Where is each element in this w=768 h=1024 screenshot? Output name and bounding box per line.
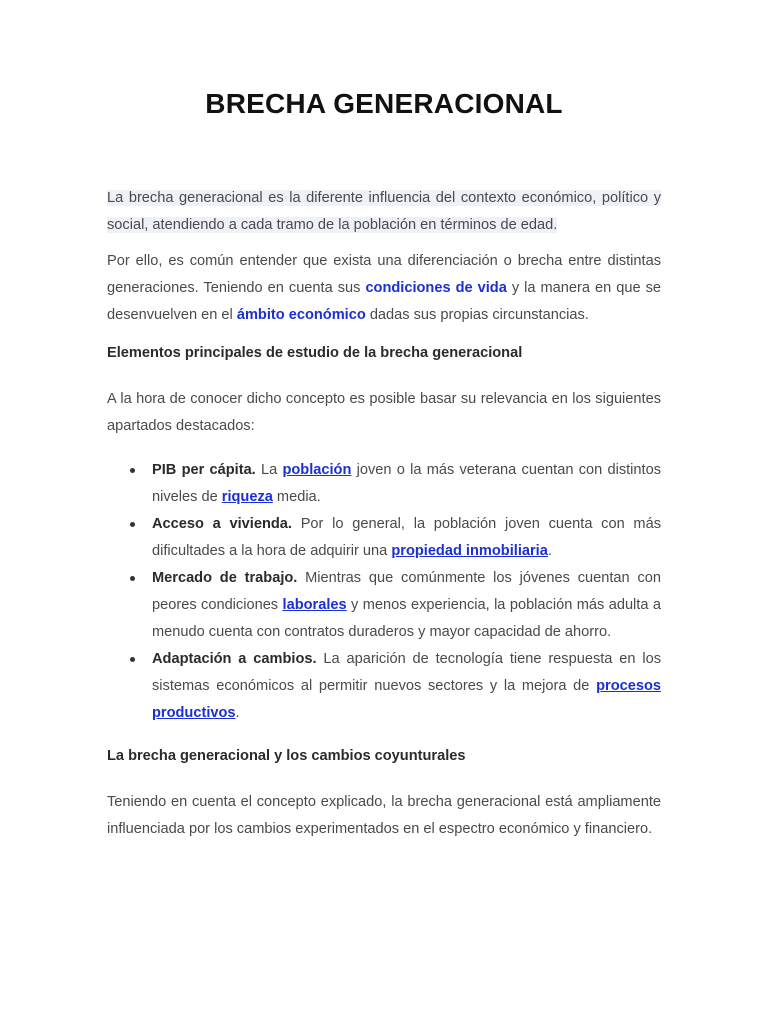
link-ambito-economico[interactable]: ámbito económico xyxy=(236,307,366,323)
link-poblacion[interactable]: población xyxy=(282,462,352,478)
list-item-label: PIB per cápita. xyxy=(152,462,256,478)
link-propiedad-inmobiliaria[interactable]: propiedad inmobiliaria xyxy=(391,543,548,559)
list-item-text: . xyxy=(547,543,552,559)
link-laborales[interactable]: laborales xyxy=(282,597,347,613)
list-item-label: Mercado de trabajo. xyxy=(152,570,298,586)
bullet-icon xyxy=(130,576,135,581)
paragraph-3-text: A la hora de conocer dicho concepto es posible basar su relevancia en los siguientes apartados destacados: xyxy=(107,391,661,434)
bullet-icon xyxy=(130,522,135,527)
paragraph-text: y la manera en que se desenvuelven en el xyxy=(107,280,661,323)
list-item-text: . xyxy=(235,705,240,721)
list-item xyxy=(107,457,661,511)
paragraph-2 xyxy=(107,248,661,329)
list-item-label: Adaptación a cambios. xyxy=(152,651,317,667)
list-item-label: Acceso a vivienda. xyxy=(152,516,292,532)
link-riqueza[interactable]: riqueza xyxy=(221,489,273,505)
paragraph-3 xyxy=(107,386,661,440)
paragraph-text: Por ello, es común entender que exista una diferenciación o brecha entre distintas generaciones. Teniendo en cuenta sus xyxy=(107,253,661,296)
paragraph-4 xyxy=(107,789,661,843)
list-item xyxy=(107,565,661,646)
section-heading-2: La brecha generacional y los cambios coyunturales xyxy=(107,748,466,764)
bullet-icon xyxy=(130,657,135,662)
page-title: BRECHA GENERACIONAL xyxy=(205,88,563,119)
list-item-text: La xyxy=(255,462,283,478)
section-heading-1: Elementos principales de estudio de la brecha generacional xyxy=(107,345,523,361)
bullet-icon xyxy=(130,468,135,473)
list-item xyxy=(107,511,661,565)
bullet-list xyxy=(107,457,661,727)
bullet-list-block xyxy=(107,457,661,727)
intro-paragraph xyxy=(107,185,661,239)
intro-block xyxy=(107,185,661,239)
intro-text: La brecha generacional es la diferente influencia del contexto económico, político y social, atendiendo a cada tramo de la población en términos de edad. xyxy=(107,190,661,233)
list-item xyxy=(107,646,661,727)
link-condiciones-de-vida[interactable]: condiciones de vida xyxy=(365,280,507,296)
list-item-text: joven o la más veterana cuentan con distintos niveles de xyxy=(152,462,662,505)
section-heading-2-block xyxy=(107,743,661,770)
list-item-text: y menos experiencia, la población más adulta a menudo cuenta con contratos duraderos y mayor capacidad de ahorro. xyxy=(152,597,662,640)
paragraph-4-text: Teniendo en cuenta el concepto explicado, la brecha generacional está ampliamente influenciada por los cambios experimentados en el espectro económico y financiero. xyxy=(107,794,661,837)
list-item-text: La aparición de tecnología tiene respuesta en los sistemas económicos al permitir nuevos sectores y la mejora de xyxy=(152,651,661,694)
link-procesos-productivos[interactable]: procesos productivos xyxy=(152,678,661,721)
list-item-text: Mientras que comúnmente los jóvenes cuentan con peores condiciones xyxy=(152,570,661,613)
list-item-text: media. xyxy=(272,489,321,505)
list-item-text: Por lo general, la población joven cuenta con más dificultades a la hora de adquirir una xyxy=(152,516,661,559)
paragraph-text: dadas sus propias circunstancias. xyxy=(365,307,589,323)
section-heading-1-block xyxy=(107,340,661,367)
